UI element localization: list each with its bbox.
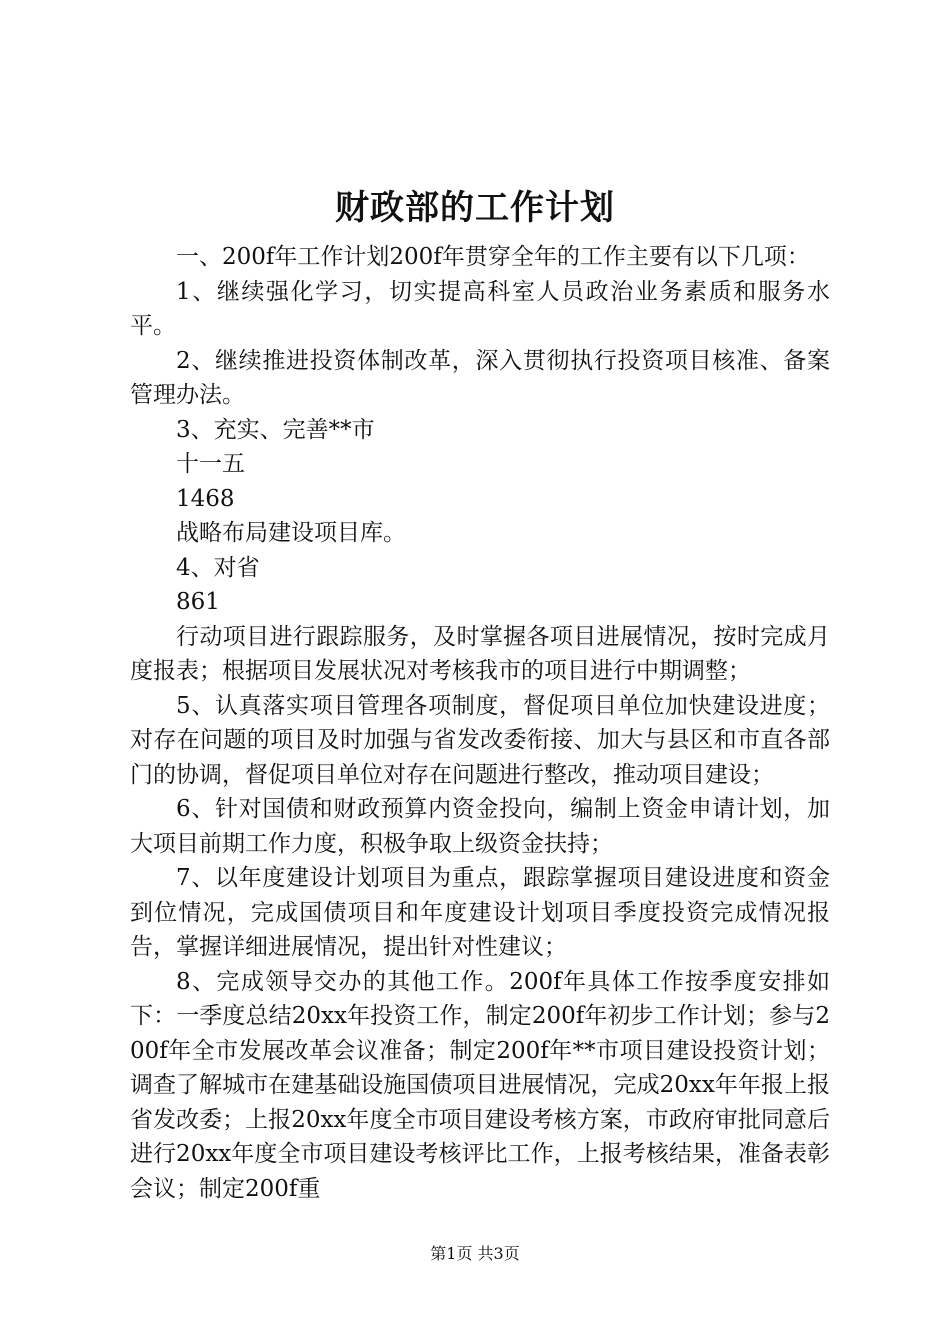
paragraph-tracking: 行动项目进行跟踪服务，及时掌握各项目进展情况，按时完成月度报表；根据项目发展状况对考核我市的项目进行中期调整；: [130, 623, 830, 684]
page-number-footer: 第1页 共3页: [430, 1244, 520, 1263]
fragment-line-project-library: 战略布局建设项目库。: [176, 520, 406, 546]
fragment-line-shiyiwu: 十一五: [176, 451, 245, 477]
paragraph-item-7: 7、以年度建设计划项目为重点，跟踪掌握项目建设进度和资金到位情况，完成国债项目和年度建设计划项目季度投资完成情况报告，掌握详细进展情况，提出针对性建议；: [130, 865, 830, 960]
fragment-line-item-3: 3、充实、完善**市: [176, 416, 375, 443]
document-body: [130, 240, 830, 1206]
paragraph-item-1: 1、继续强化学习，切实提高科室人员政治业务素质和服务水平。: [130, 278, 830, 339]
paragraph-item-2: 2、继续推进投资体制改革，深入贯彻执行投资项目核准、备案管理办法。: [130, 347, 830, 408]
paragraph-intro: 一、200f年工作计划200f年贯穿全年的工作主要有以下几项：: [176, 244, 810, 270]
fragment-line-item-4: 4、对省: [176, 554, 260, 581]
fragment-line-1468: 1468: [176, 485, 235, 512]
paragraph-item-5: 5、认真落实项目管理各项制度，督促项目单位加快建设进度；对存在问题的项目及时加强与省发改委衔接、加大与县区和市直各部门的协调，督促项目单位对存在问题进行整改，推动项目建设；: [130, 692, 830, 788]
paragraph-item-6: 6、针对国债和财政预算内资金投向，编制上资金申请计划，加大项目前期工作力度，积极争取上级资金扶持；: [130, 796, 830, 857]
fragment-line-861: 861: [176, 589, 220, 615]
document-title: 财政部的工作计划: [335, 188, 615, 228]
paragraph-item-8: 8、完成领导交办的其他工作。200f年具体工作按季度安排如下：一季度总结20xx年投资工作，制定200f年初步工作计划；参与200f年全市发展改革会议准备；制定200f年**市项目建设投资计划；调查了解城市在建基础设施国债项目进展情况，完成20xx年年报上报省发改委；上报20xx年度全市项目建设考核方案，市政府审批同意后进行20xx年度全市项目建设考核评比工作，上报考核结果，准备表彰会议；制定200f重: [130, 968, 830, 1202]
